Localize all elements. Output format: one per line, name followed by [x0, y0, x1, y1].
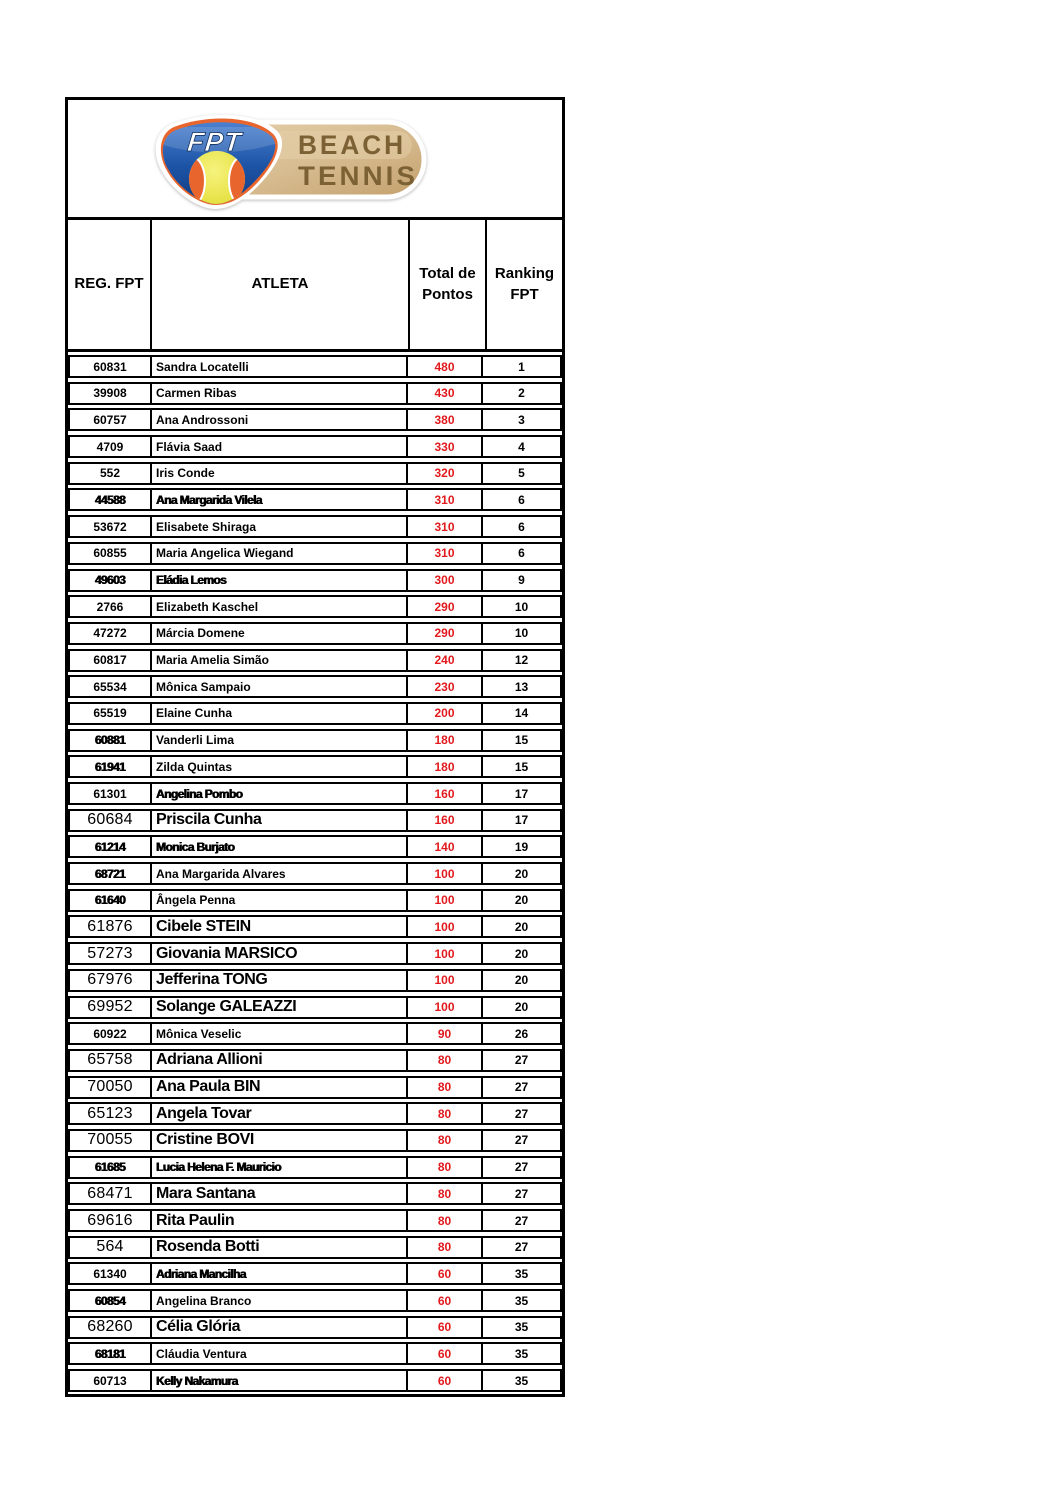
atleta-cell: Angelina Pombo [152, 784, 408, 803]
reg-fpt-cell: 39908 [70, 384, 152, 403]
atleta-cell: Kelly Nakamura [152, 1371, 408, 1390]
table-row [68, 942, 562, 965]
table-row [68, 1369, 562, 1392]
ranking-fpt-cell: 15 [514, 733, 529, 748]
atleta-cell: Ângela Penna [152, 891, 408, 910]
reg-fpt-cell: 53672 [70, 517, 152, 536]
ranking-fpt-cell: 20 [514, 1000, 529, 1014]
ranking-fpt-cell: 27 [514, 1106, 529, 1121]
ranking-fpt-cell: 15 [514, 759, 529, 774]
table-row [68, 1289, 562, 1312]
table-row [68, 355, 562, 378]
reg-fpt-cell: 68181 [70, 1344, 152, 1363]
table-row [68, 649, 562, 672]
table-row [68, 1156, 562, 1179]
total-pontos-cell: 100 [408, 891, 483, 910]
reg-fpt-cell: 61340 [70, 1264, 152, 1283]
table-header [68, 220, 562, 352]
atleta-cell: Cibele STEIN [152, 917, 408, 936]
reg-fpt-cell: 61640 [70, 891, 152, 910]
table-row [68, 408, 562, 431]
table-row [68, 382, 562, 405]
ranking-fpt-cell: 20 [514, 893, 529, 908]
reg-fpt-cell: 61941 [70, 757, 152, 776]
ranking-fpt-cell: 27 [514, 1053, 529, 1068]
atleta-cell: Jefferina TONG [152, 971, 408, 990]
ranking-fpt-cell: 13 [514, 679, 529, 694]
ranking-fpt-cell: 12 [514, 653, 529, 668]
total-pontos-cell: 200 [408, 704, 483, 723]
atleta-cell: Maria Angelica Wiegand [152, 544, 408, 563]
reg-fpt-cell: 60855 [70, 544, 152, 563]
atleta-cell: Ana Androssoni [152, 410, 408, 429]
atleta-cell: Carmen Ribas [152, 384, 408, 403]
total-pontos-cell: 80 [408, 1051, 483, 1070]
ranking-fpt-cell: 27 [514, 1240, 529, 1255]
table-row [68, 1049, 562, 1072]
ranking-fpt-cell: 19 [514, 839, 529, 854]
header-total-pontos: Total de Pontos [410, 220, 487, 349]
logo-tennis-text: TENNIS [298, 161, 418, 191]
reg-fpt-cell: 70050 [70, 1078, 152, 1097]
reg-fpt-cell: 61876 [70, 917, 152, 936]
ranking-fpt-cell: 20 [514, 919, 529, 934]
ranking-fpt-cell: 26 [514, 1026, 529, 1041]
logo-beach-text: BEACH [298, 130, 406, 160]
ranking-fpt-cell: 5 [518, 466, 525, 481]
reg-fpt-cell: 2766 [70, 597, 152, 616]
total-pontos-cell: 480 [408, 357, 483, 376]
fpt-beach-tennis-logo [146, 109, 428, 209]
total-pontos-cell: 100 [408, 864, 483, 883]
ranking-fpt-cell: 10 [514, 599, 529, 614]
total-pontos-cell: 60 [408, 1344, 483, 1363]
reg-fpt-cell: 60922 [70, 1024, 152, 1043]
total-pontos-cell: 80 [408, 1158, 483, 1177]
reg-fpt-cell: 552 [70, 464, 152, 483]
atleta-cell: Priscila Cunha [152, 811, 408, 830]
ranking-fpt-cell: 27 [514, 1080, 529, 1095]
logo-fpt-text: FPT [185, 126, 244, 157]
reg-fpt-cell: 69952 [70, 998, 152, 1017]
atleta-cell: Vanderli Lima [152, 731, 408, 750]
total-pontos-cell: 100 [408, 998, 483, 1017]
total-pontos-cell: 290 [408, 597, 483, 616]
ranking-fpt-cell: 27 [514, 1186, 529, 1201]
reg-fpt-cell: 60831 [70, 357, 152, 376]
reg-fpt-cell: 68471 [70, 1184, 152, 1203]
atleta-cell: Ana Margarida Alvares [152, 864, 408, 883]
total-pontos-cell: 300 [408, 571, 483, 590]
atleta-cell: Elisabete Shiraga [152, 517, 408, 536]
atleta-cell: Lucia Helena F. Mauricio [152, 1158, 408, 1177]
reg-fpt-cell: 60881 [70, 731, 152, 750]
table-row [68, 1182, 562, 1205]
ranking-fpt-cell: 17 [514, 813, 529, 828]
atleta-cell: Cláudia Ventura [152, 1344, 408, 1363]
reg-fpt-cell: 67976 [70, 971, 152, 990]
table-row [68, 1076, 562, 1099]
reg-fpt-cell: 65519 [70, 704, 152, 723]
reg-fpt-cell: 57273 [70, 944, 152, 963]
table-row [68, 1316, 562, 1339]
total-pontos-cell: 60 [408, 1264, 483, 1283]
atleta-cell: Maria Amelia Simão [152, 651, 408, 670]
total-pontos-cell: 180 [408, 731, 483, 750]
table-row [68, 1262, 562, 1285]
ranking-fpt-cell: 2 [518, 386, 525, 401]
atleta-cell: Iris Conde [152, 464, 408, 483]
total-pontos-cell: 80 [408, 1211, 483, 1230]
table-row [68, 1102, 562, 1125]
ranking-fpt-cell: 17 [514, 786, 529, 801]
total-pontos-cell: 80 [408, 1184, 483, 1203]
atleta-cell: Flávia Saad [152, 437, 408, 456]
atleta-cell: Monica Burjato [152, 837, 408, 856]
atleta-cell: Cristine BOVI [152, 1131, 408, 1150]
table-row [68, 1342, 562, 1365]
ranking-fpt-cell: 35 [514, 1320, 529, 1335]
total-pontos-cell: 320 [408, 464, 483, 483]
ranking-fpt-cell: 6 [518, 492, 525, 507]
ranking-fpt-cell: 6 [518, 546, 525, 561]
reg-fpt-cell: 65123 [70, 1104, 152, 1123]
table-row [68, 1022, 562, 1045]
ranking-fpt-cell: 4 [518, 439, 525, 454]
atleta-cell: Angela Tovar [152, 1104, 408, 1123]
total-pontos-cell: 60 [408, 1318, 483, 1337]
atleta-cell: Giovania MARSICO [152, 944, 408, 963]
ranking-fpt-cell: 27 [514, 1213, 529, 1228]
atleta-cell: Adriana Allioni [152, 1051, 408, 1070]
atleta-cell: Rosenda Botti [152, 1238, 408, 1257]
total-pontos-cell: 80 [408, 1131, 483, 1150]
reg-fpt-cell: 68260 [70, 1318, 152, 1337]
table-row [68, 542, 562, 565]
total-pontos-cell: 80 [408, 1078, 483, 1097]
ranking-fpt-cell: 9 [518, 573, 525, 587]
table-row [68, 755, 562, 778]
atleta-cell: Eládia Lemos [152, 571, 408, 590]
table-row [68, 889, 562, 912]
table-row [68, 1129, 562, 1152]
total-pontos-cell: 80 [408, 1238, 483, 1257]
total-pontos-cell: 240 [408, 651, 483, 670]
reg-fpt-cell: 65534 [70, 677, 152, 696]
table-row [68, 915, 562, 938]
total-pontos-cell: 310 [408, 544, 483, 563]
header-reg-fpt: REG. FPT [68, 220, 152, 349]
atleta-cell: Elizabeth Kaschel [152, 597, 408, 616]
ranking-fpt-cell: 35 [514, 1266, 529, 1281]
reg-fpt-cell: 65758 [70, 1051, 152, 1070]
atleta-cell: Adriana Mancilha [152, 1264, 408, 1283]
table-row [68, 1209, 562, 1232]
header-atleta: ATLETA [152, 220, 410, 349]
table-row [68, 969, 562, 992]
atleta-cell: Rita Paulin [152, 1211, 408, 1230]
total-pontos-cell: 160 [408, 811, 483, 830]
table-row [68, 809, 562, 832]
table-row [68, 835, 562, 858]
total-pontos-cell: 160 [408, 784, 483, 803]
reg-fpt-cell: 60684 [70, 811, 152, 830]
reg-fpt-cell: 61685 [70, 1158, 152, 1177]
total-pontos-cell: 60 [408, 1291, 483, 1310]
reg-fpt-cell: 60713 [70, 1371, 152, 1390]
ranking-fpt-cell: 14 [514, 706, 529, 721]
table-row [68, 702, 562, 725]
reg-fpt-cell: 61214 [70, 837, 152, 856]
total-pontos-cell: 310 [408, 490, 483, 509]
table-row [68, 996, 562, 1019]
table-body [68, 352, 562, 1392]
reg-fpt-cell: 60757 [70, 410, 152, 429]
atleta-cell: Zilda Quintas [152, 757, 408, 776]
reg-fpt-cell: 60854 [70, 1291, 152, 1310]
table-row [68, 435, 562, 458]
reg-fpt-cell: 68721 [70, 864, 152, 883]
table-row [68, 515, 562, 538]
total-pontos-cell: 380 [408, 410, 483, 429]
total-pontos-cell: 230 [408, 677, 483, 696]
reg-fpt-cell: 564 [70, 1238, 152, 1257]
reg-fpt-cell: 60817 [70, 651, 152, 670]
table-row [68, 462, 562, 485]
total-pontos-cell: 90 [408, 1024, 483, 1043]
logo-box [68, 100, 562, 220]
table-row [68, 862, 562, 885]
ranking-fpt-cell: 35 [514, 1346, 529, 1361]
total-pontos-cell: 140 [408, 837, 483, 856]
reg-fpt-cell: 49603 [70, 571, 152, 590]
atleta-cell: Mônica Veselic [152, 1024, 408, 1043]
atleta-cell: Ana Margarida Vilela [152, 490, 408, 509]
reg-fpt-cell: 47272 [70, 624, 152, 643]
total-pontos-cell: 310 [408, 517, 483, 536]
table-row [68, 595, 562, 618]
table-row [68, 569, 562, 592]
ranking-fpt-cell: 27 [514, 1160, 529, 1175]
reg-fpt-cell: 61301 [70, 784, 152, 803]
reg-fpt-cell: 69616 [70, 1211, 152, 1230]
atleta-cell: Ana Paula BIN [152, 1078, 408, 1097]
table-row [68, 1236, 562, 1259]
table-row [68, 488, 562, 511]
total-pontos-cell: 100 [408, 917, 483, 936]
total-pontos-cell: 60 [408, 1371, 483, 1390]
atleta-cell: Márcia Domene [152, 624, 408, 643]
table-row [68, 782, 562, 805]
reg-fpt-cell: 70055 [70, 1131, 152, 1150]
atleta-cell: Angelina Branco [152, 1291, 408, 1310]
total-pontos-cell: 180 [408, 757, 483, 776]
ranking-fpt-cell: 1 [518, 359, 525, 374]
ranking-fpt-cell: 6 [518, 519, 525, 534]
atleta-cell: Solange GALEAZZI [152, 998, 408, 1017]
atleta-cell: Célia Glória [152, 1318, 408, 1337]
table-row [68, 675, 562, 698]
atleta-cell: Elaine Cunha [152, 704, 408, 723]
logo-wordmark [298, 130, 418, 191]
reg-fpt-cell: 44588 [70, 490, 152, 509]
ranking-sheet [65, 97, 565, 1397]
table-row [68, 622, 562, 645]
total-pontos-cell: 430 [408, 384, 483, 403]
atleta-cell: Mônica Sampaio [152, 677, 408, 696]
ranking-fpt-cell: 20 [514, 946, 529, 961]
ranking-fpt-cell: 10 [514, 626, 529, 641]
ranking-fpt-cell: 35 [514, 1293, 529, 1308]
ranking-fpt-cell: 3 [518, 412, 525, 427]
header-ranking-fpt: Ranking FPT [494, 265, 555, 303]
table-row [68, 729, 562, 752]
total-pontos-cell: 80 [408, 1104, 483, 1123]
total-pontos-cell: 290 [408, 624, 483, 643]
total-pontos-cell: 100 [408, 971, 483, 990]
total-pontos-cell: 100 [408, 944, 483, 963]
ranking-fpt-cell: 20 [514, 973, 529, 988]
reg-fpt-cell: 4709 [70, 437, 152, 456]
ranking-fpt-cell: 35 [514, 1373, 529, 1388]
atleta-cell: Mara Santana [152, 1184, 408, 1203]
ranking-fpt-cell: 20 [514, 866, 529, 881]
ranking-fpt-cell: 27 [514, 1133, 529, 1148]
total-pontos-cell: 330 [408, 437, 483, 456]
atleta-cell: Sandra Locatelli [152, 357, 408, 376]
